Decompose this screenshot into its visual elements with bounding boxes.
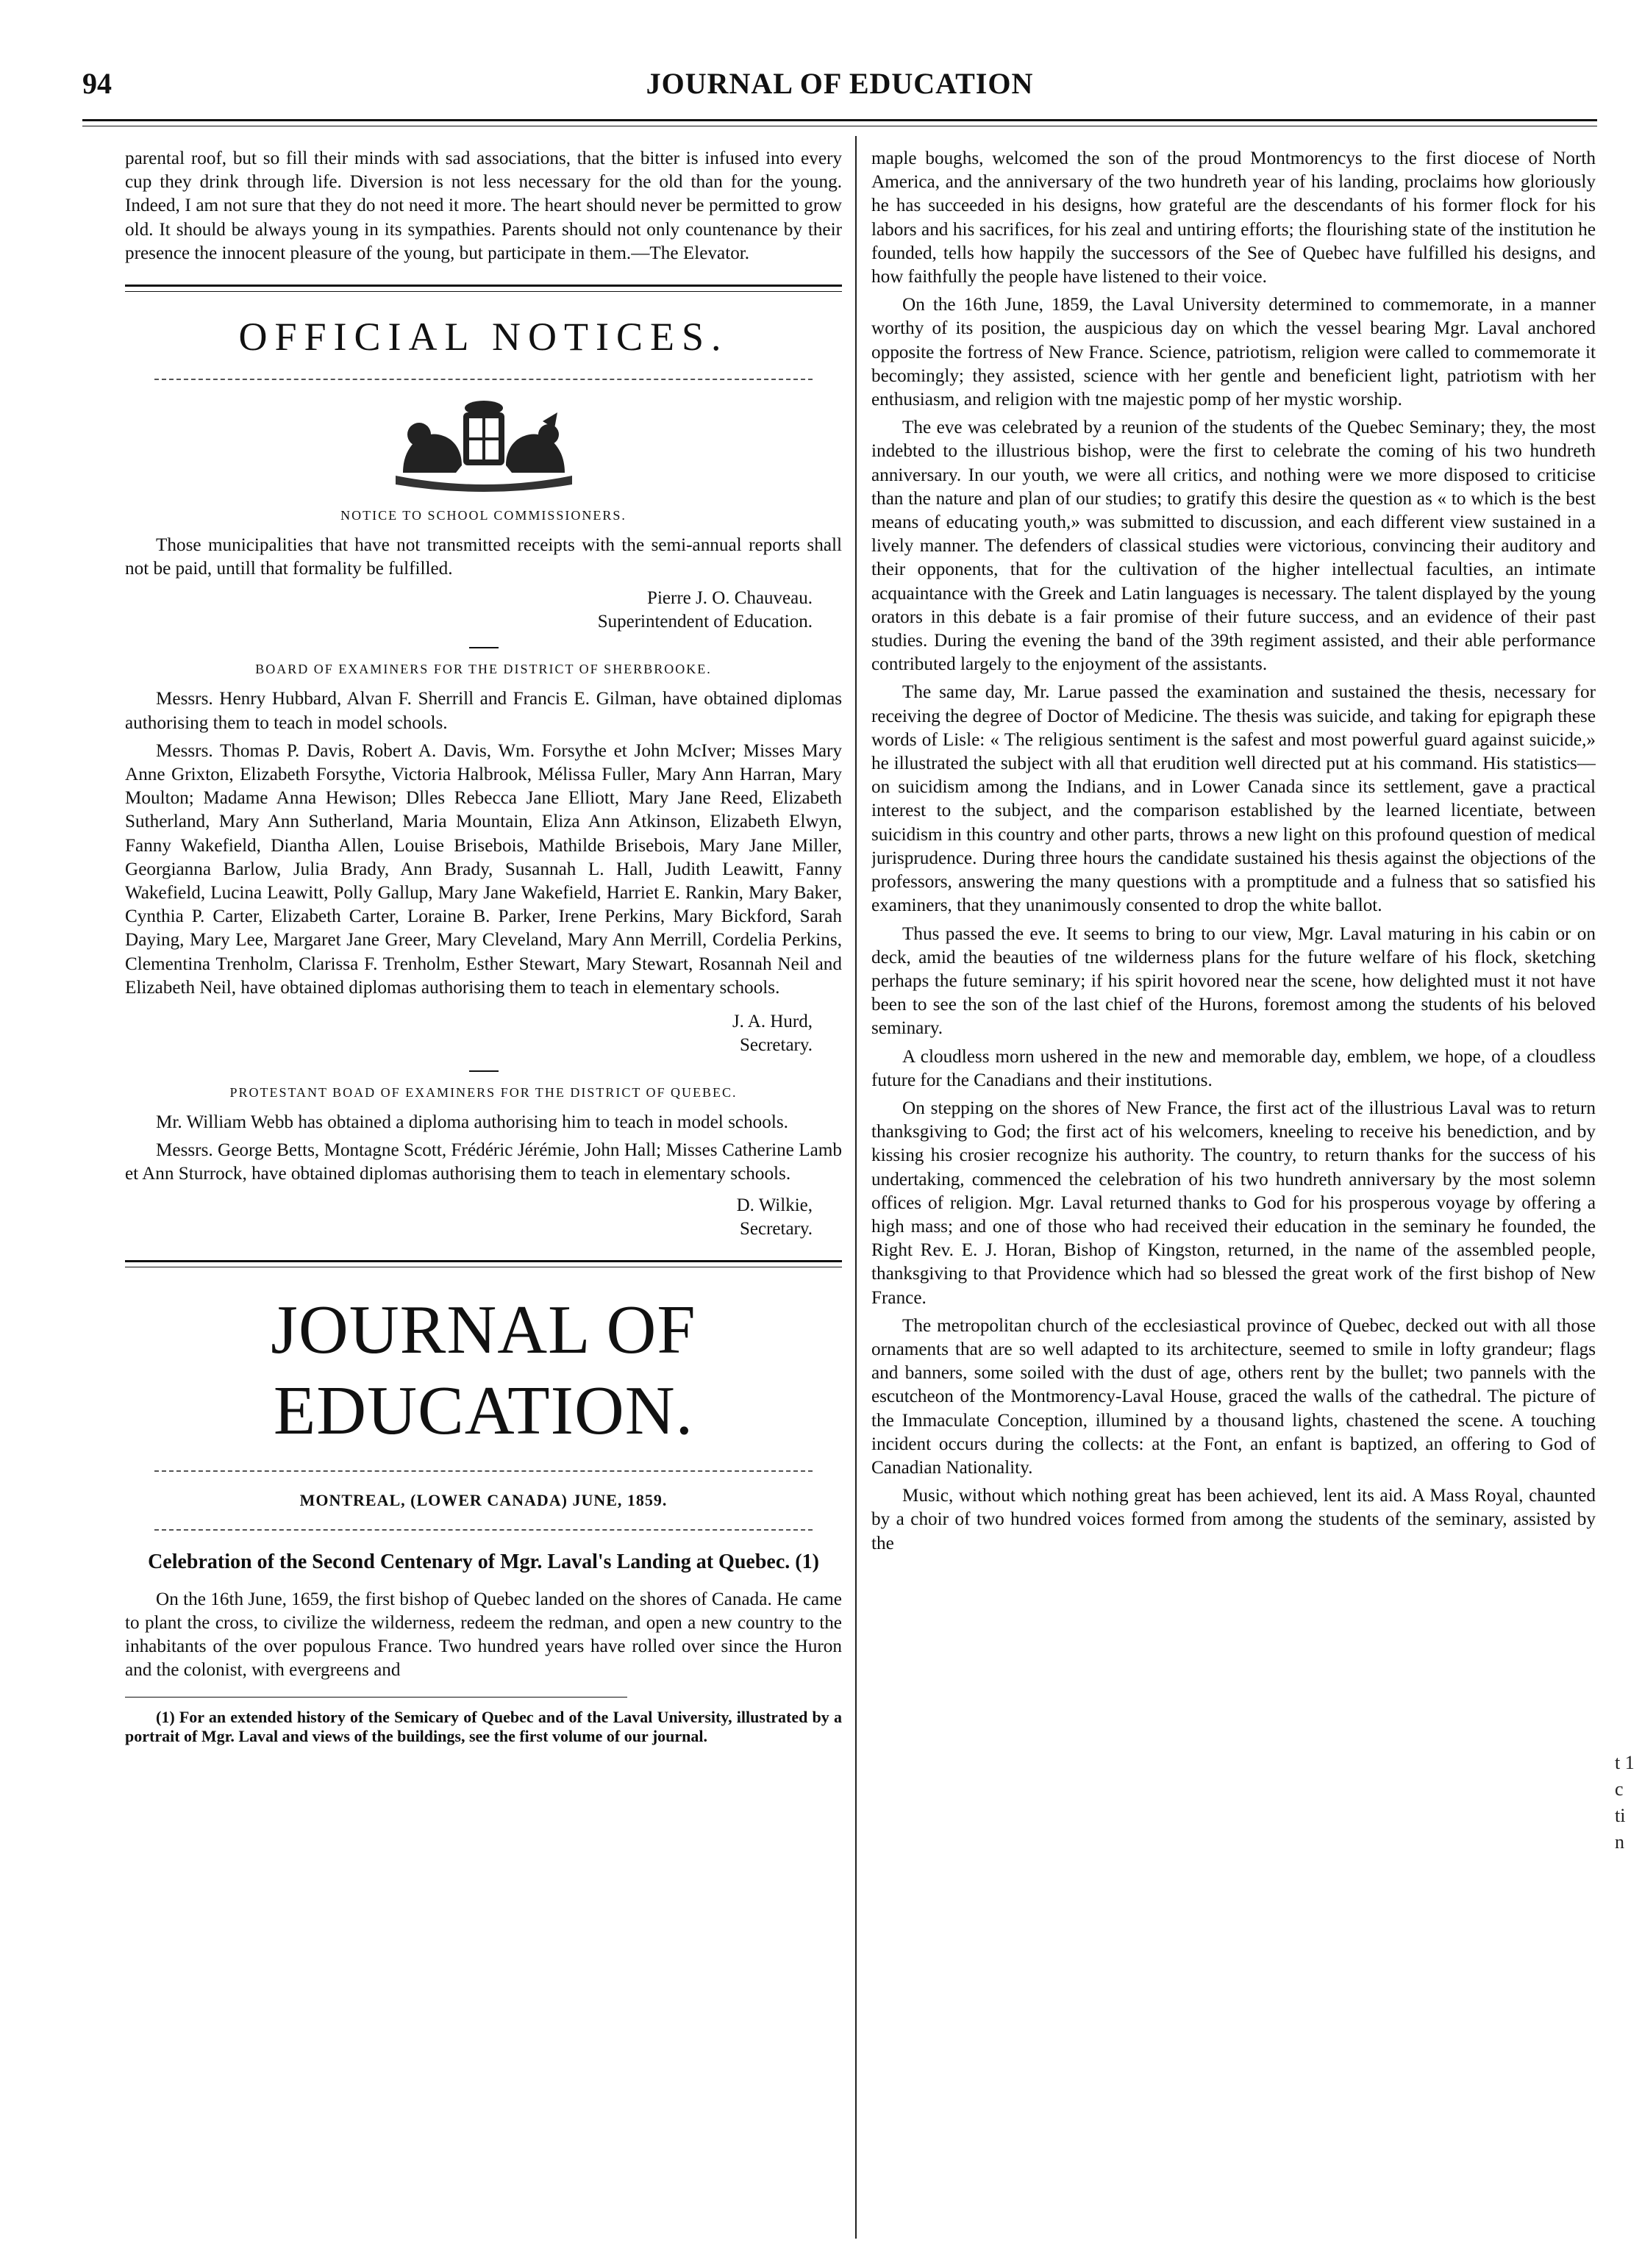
article-paragraph: Thus passed the eve. It seems to bring to our view, Mgr. Laval maturing in his cabin or on deck, amid the beauties of tne wilderness plans for the future welfare of his flock, sketching perhaps the future seminary; if his spirit hovored near the scene, how delighted must it not have been to see the son of the last chief of the Hurons, foremost among the students of his beloved seminary. xyxy=(871,923,1596,1039)
notice1-body: Those municipalities that have not transmitted receipts with the semi-annual reports shall not be paid, untill that formality be fulfilled. xyxy=(125,535,842,579)
article-paragraph: On the 16th June, 1659, the first bishop of Quebec landed on the shores of Canada. He came to plant the cross, to civilize the wilderness, redeem the redman, and open a new country to the inhabitants of the over populous France. Two hundred years have rolled over since the Huron and the colonist, with evergreens and xyxy=(125,1589,842,1681)
article-paragraph: Music, without which nothing great has been achieved, lent its aid. A Mass Royal, chaunted by a choir of two hundred voices formed from among the students of the seminary, assisted by the xyxy=(871,1486,1596,1553)
notice2-signature-name: J. A. Hurd, xyxy=(732,1012,813,1032)
notice2-heading: BOARD OF EXAMINERS FOR THE DISTRICT OF SHERBROOKE. xyxy=(255,662,712,677)
notice1-signature-name: Pierre J. O. Chauveau. xyxy=(647,588,813,609)
footnote: (1) For an extended history of the Semicary of Quebec and of the Laval University, illustrated by a portrait of Mgr. Laval and views of the buildings, see the first volume of our journal. xyxy=(125,1708,842,1746)
article-paragraph: On the 16th June, 1859, the Laval University determined to commemorate, in a manner worthy of its position, the auspicious day on which the vessel bearing Mgr. Laval anchored opposite the fortress of New France. Science, patriotism, religion were called to commemorate it becomingly; they assisted, science with her gentle and beneficient light, patriotism with her enthusiasm, and religion with tne majestic pomp of her mystic worship. xyxy=(871,295,1596,410)
article-paragraph: The same day, Mr. Larue passed the examination and sustained the thesis, necessary for receiving the degree of Doctor of Medicine. The thesis was suicide, and taking for epigraph these words of Lisle: « The religious sentiment is the safest and most powerful guard against suicide,» he illustrated the subject with all that erudition well directed put at his command. His statistics—on suicidism among the Indians, and in Lower Canada since its settlement, gave a practical interest to the subject, and the comparison established by the learned licentiate, between suicidism in this country and other parts, throws a new light on this profound question of medical jurisprudence. During three hours the candidate sustained his thesis against the objections of the professors, answering the many questions with a promptitude and a fulness that so satisfied his examiners, that they unanimously consented to drop the white ballot. xyxy=(871,682,1596,916)
official-notices-heading: OFFICIAL NOTICES. xyxy=(238,315,729,359)
notice2-para1: Messrs. Henry Hubbard, Alvan F. Sherrill and Francis E. Gilman, have obtained diplomas authorising them to teach in model schools. xyxy=(125,689,842,733)
notice3-signature-title: Secretary. xyxy=(739,1218,813,1239)
journal-title: JOURNAL OF EDUCATION. xyxy=(271,1291,696,1449)
notice2-para2: Messrs. Thomas P. Davis, Robert A. Davis, Wm. Forsythe et John McIver; Misses Mary Anne Grixton, Elizabeth Forsythe, Victoria Halbrook, Mélissa Fuller, Mary Ann Harran, Mary Moulton; Madame Anna Hewison; Dlles Rebecca Jane Elliott, Mary Jane Reed, Elizabeth Sutherland, Mary Ann Sutherland, Maria Mountain, Eliza Ann Atkinson, Elizabeth Elwyn, Fanny Wakefield, Diantha Allen, Louise Brisebois, Mathilde Brisebois, Mary Jane Miller, Georgianna Barlow, Julia Brady, Ann Brady, Susannah L. Hall, Judith Leawitt, Fanny Wakefield, Lucina Leawitt, Polly Gallup, Mary Jane Wakefield, Harriet E. Rankin, Mary Baker, Cynthia P. Carter, Elizabeth Carter, Loraine B. Parker, Irene Perkins, Mary Bickford, Sarah Daying, Mary Lee, Margaret Jane Greer, Mary Cleveland, Mary Ann Merrill, Cordelia Perkins, Clementina Trenholm, Clarissa F. Trenholm, Esther Stewart, Mary Stewart, Rosannah Neil and Elizabeth Neil, have obtained diplomas authorising them to teach in elementary schools. xyxy=(125,740,842,998)
left-column xyxy=(125,147,842,2242)
edge-fragments: t 1 c ti n xyxy=(1615,1752,1635,1853)
column-divider xyxy=(855,136,857,2239)
separator xyxy=(469,647,499,648)
notice1-signature-title: Superintendent of Education. xyxy=(597,612,813,632)
ornament-rule xyxy=(154,1470,813,1472)
notice3-heading: PROTESTANT BOAD OF EXAMINERS FOR THE DISTRICT OF QUEBEC. xyxy=(229,1085,738,1101)
ornament-rule xyxy=(154,379,813,380)
article-paragraph: The metropolitan church of the ecclesiastical province of Quebec, decked out with all those ornaments that are so well adapted to its architecture, seemed to smile in lofty grandeur; flags and banners, some soiled with the dust of age, others rent by the bullet; two pannels with the escutcheon of the Montmorency-Laval House, graced the walls of the cathedral. The picture of the Immaculate Conception, illumined by a thousand lights, chastened the scene. A touching incident occurs during the collects: at the Font, an enfant is baptized, an offering to God of Canadian Nationality. xyxy=(871,1315,1596,1478)
notice3-para2: Messrs. George Betts, Montagne Scott, Frédéric Jérémie, John Hall; Misses Catherine Lamb et Ann Sturrock, have obtained diplomas authorising them to teach in elementary schools. xyxy=(125,1140,842,1184)
page-number: 94 xyxy=(82,67,112,100)
article-paragraph: The eve was celebrated by a reunion of the students of the Quebec Seminary; they, the most indebted to the illustrious bishop, were the first to celebrate the coming of his two hundreth anniversary. In our youth, we were all critics, and nothing were we more disposed to criticise than the nature and plan of our studies; to gratify this desire the question as « to which is the best means of educating youth,» was submitted to discussion, and each different view sustained in a lively manner. The defenders of classical studies were victorious, convincing their auditory and their opponents, that for the cultivation of the higher intellectual faculties, an intimate acquaintance with the Greek and Latin languages is necessary. The talent displayed by the young orators in this debate is a fair promise of their future success, and an evidence of their past studies. During the evening the band of the 39th regiment assisted, and their able performance contributed largely to the enjoyment of the assistants. xyxy=(871,418,1596,675)
article-paragraph: maple boughs, welcomed the son of the proud Montmorencys to the first diocese of North America, and the anniversary of the two hundreth year of his landing, proclaims how gloriously he has succeeded in his designs, how grateful are the descendants of his former flock for his labors and his sacrifices, for his zeal and untiring efforts; the flourishing state of the institution he founded, tells how happily the successors of the See of Quebec have fulfilled his designs, and how faithfully the people have listened to their voice. xyxy=(871,149,1596,287)
dateline: MONTREAL, (LOWER CANADA) JUNE, 1859. xyxy=(299,1490,668,1509)
notice1-heading: NOTICE TO SCHOOL COMMISSIONERS. xyxy=(340,508,627,523)
article-title: Celebration of the Second Centenary of Mgr. Laval's Landing at Quebec. (1) xyxy=(148,1550,819,1573)
intro-paragraph: parental roof, but so fill their minds with sad associations, that the bitter is infused into every cup they drink through life. Diversion is not less necessary for the old than for the young. Indeed, I am not sure that they do not need it more. The heart should never be permitted to grow old. It should be always young in its sympathies. Parents should not only countenance by their presence the innocent pleasure of the young, but participate in them.—The Elevator. xyxy=(125,149,842,263)
notice3-para1: Mr. William Webb has obtained a diploma authorising him to teach in model schools. xyxy=(156,1112,788,1133)
separator xyxy=(469,1070,499,1072)
header-rule xyxy=(82,119,1597,126)
article-paragraph: A cloudless morn ushered in the new and memorable day, emblem, we hope, of a cloudless future for the Canadians and their institutions. xyxy=(871,1046,1596,1090)
coat-of-arms-icon xyxy=(374,399,594,495)
footnote-rule xyxy=(125,1697,627,1698)
running-title: JOURNAL OF EDUCATION xyxy=(646,67,1034,100)
article-paragraph: On stepping on the shores of New France, the first act of the illustrious Laval was to return thanksgiving to God; the first act of his welcomers, kneeling to receive his benediction, and by kissing his crosier recognize his authority. The country, to return thanks for the success of his undertaking, commenced the celebration of his two hundreth anniversary by the most solemn offices of religion. Mgr. Laval returned thanks to God for his prosperous voyage by offering a high mass; and one of those who had received their education in the seminary he founded, the Right Rev. E. J. Horan, Bishop of Kingston, returned, in the name of the assembled people, thanksgiving to that Providence which had so blessed the great work of the first bishop of New France. xyxy=(871,1098,1596,1308)
ornament-rule xyxy=(154,1529,813,1531)
section-rule xyxy=(125,1260,842,1267)
right-column xyxy=(871,147,1596,2242)
page-header xyxy=(82,60,1597,104)
section-rule xyxy=(125,285,842,292)
notice2-signature-title: Secretary. xyxy=(739,1035,813,1056)
notice3-signature-name: D. Wilkie, xyxy=(736,1195,813,1215)
